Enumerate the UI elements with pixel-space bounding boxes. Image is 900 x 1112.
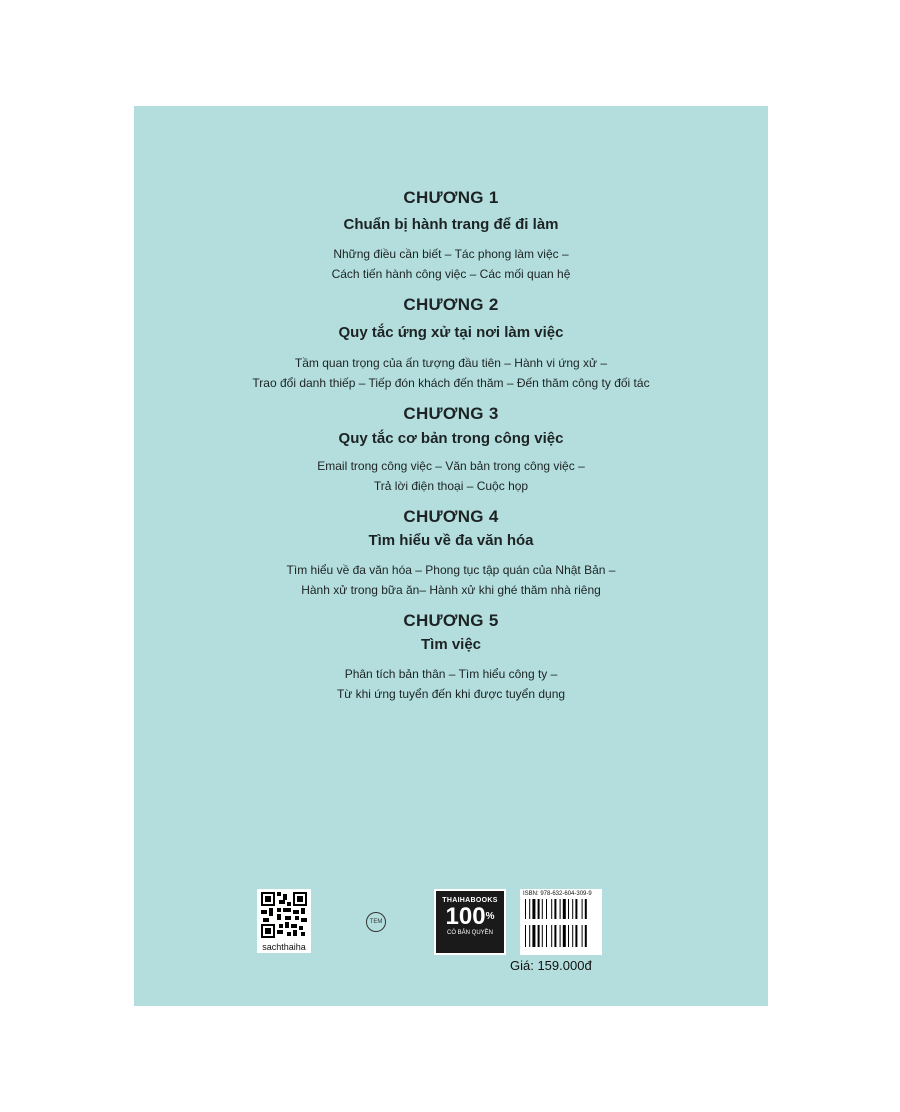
chapter-3 (134, 404, 768, 496)
chapter-5 (134, 611, 768, 704)
stamp-seal: TEM (366, 912, 386, 932)
chapter-title: Quy tắc ứng xử tại nơi làm việc (338, 324, 564, 341)
chapter-title: Chuẩn bị hành trang để đi làm (343, 216, 559, 233)
chapter-topics (134, 353, 768, 393)
qr-label: sachthaiha (262, 942, 306, 952)
chapter-number: CHƯƠNG 5 (403, 611, 499, 630)
chapter-title: Tìm việc (420, 636, 482, 653)
chapter-topics (134, 244, 768, 284)
topic-line: Phân tích bản thân – Tìm hiểu công ty – (344, 667, 558, 681)
chapter-topics (134, 560, 768, 600)
table-of-contents (134, 188, 768, 704)
isbn-text: ISBN: 978-632-604-309-9 (523, 891, 592, 897)
barcode-icon (523, 899, 599, 951)
copyright-badge (434, 889, 506, 955)
chapter-title: Tìm hiểu về đa văn hóa (368, 532, 534, 549)
chapter-number: CHƯƠNG 3 (403, 404, 499, 423)
chapter-number: CHƯƠNG 1 (403, 188, 499, 207)
chapter-1 (134, 188, 768, 284)
chapter-number: CHƯƠNG 2 (403, 295, 499, 314)
book-back-cover (134, 106, 768, 1006)
topic-line: Trả lời điện thoại – Cuộc họp (373, 479, 529, 493)
isbn-barcode (520, 889, 602, 955)
qr-code[interactable] (257, 889, 311, 953)
topic-line: Cách tiến hành công việc – Các mối quan hệ (331, 267, 571, 281)
chapter-number: CHƯƠNG 4 (403, 507, 499, 526)
qr-code-icon (261, 892, 307, 938)
chapter-title: Quy tắc cơ bản trong công việc (338, 430, 564, 447)
topic-line: Tầm quan trọng của ấn tượng đầu tiên – Hành vi ứng xử – (294, 356, 608, 370)
chapter-topics (134, 664, 768, 704)
topic-line: Tìm hiểu về đa văn hóa – Phong tục tập quán của Nhật Bản – (286, 563, 616, 577)
badge-percent: % (485, 911, 495, 922)
badge-number: 100 (445, 903, 486, 930)
topic-line: Email trong công việc – Văn bản trong công việc – (317, 459, 585, 473)
topic-line: Hành xử trong bữa ăn– Hành xử khi ghé thăm nhà riêng (301, 583, 601, 597)
chapter-2 (134, 295, 768, 393)
topic-line: Trao đổi danh thiếp – Tiếp đón khách đến thăm – Đến thăm công ty đối tác (252, 376, 650, 390)
badge-caption: CÓ BẢN QUYỀN (446, 930, 493, 936)
topic-line: Những điều cần biết – Tác phong làm việc – (333, 247, 569, 261)
badge-brand: THAIHABOOKS (442, 897, 498, 904)
topic-line: Từ khi ứng tuyển đến khi được tuyển dụng (336, 687, 566, 701)
chapter-topics (134, 456, 768, 496)
badge-number-row (436, 905, 504, 929)
chapter-4 (134, 507, 768, 600)
price-label: Giá: 159.000đ (510, 958, 592, 973)
